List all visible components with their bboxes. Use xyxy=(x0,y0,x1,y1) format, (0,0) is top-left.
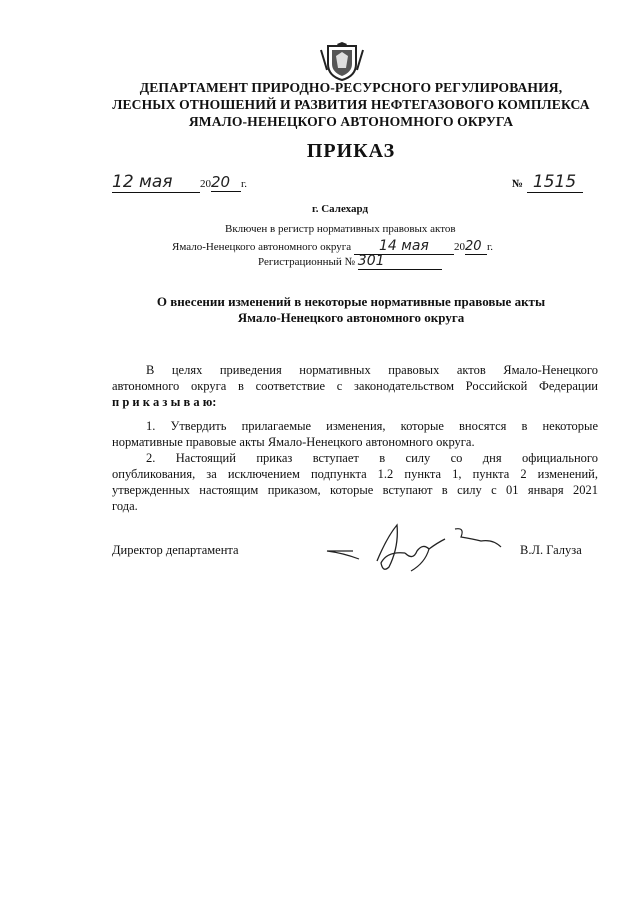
registry-year-handwritten: 20 xyxy=(465,239,487,255)
registry-year-suffix: г. xyxy=(486,241,493,253)
signature-icon xyxy=(325,517,515,577)
item1-line2: нормативные правовые акты Ямало-Ненецкого автономного округа. xyxy=(112,435,475,449)
registry-date-handwritten: 14 мая xyxy=(354,238,454,255)
order-number-handwritten: 1515 xyxy=(527,172,583,193)
city: г. Салехард xyxy=(311,203,369,215)
registry-year-century: 20 xyxy=(453,241,465,253)
item1-line1: 1. Утвердить прилагаемые изменения, которые вносятся в некоторые xyxy=(146,419,598,433)
department-name-line3: ЯМАЛО-НЕНЕЦКОГО АВТОНОМНОГО ОКРУГА xyxy=(188,114,514,129)
order-date-year-handwritten: 20 xyxy=(211,173,241,192)
subject-line1: О внесении изменений в некоторые нормативные правовые акты xyxy=(156,294,546,309)
order-date xyxy=(112,172,247,193)
subject-line2: Ямало-Ненецкого автономного округа xyxy=(237,310,465,325)
coat-of-arms-emblem xyxy=(318,42,366,82)
registry-number xyxy=(258,253,442,270)
item2-line4: года. xyxy=(112,499,138,513)
signatory-position: Директор департамента xyxy=(112,543,239,557)
registry-number-handwritten: 301 xyxy=(358,253,442,270)
order-number-label: № xyxy=(512,178,524,190)
signatory-name: В.Л. Галуза xyxy=(520,543,582,557)
registry-region: Ямало-Ненецкого автономного округа xyxy=(172,241,352,253)
coat-of-arms-icon xyxy=(318,42,366,82)
item2-line3: утвержденных настоящим приказом, которые вступают в силу с 01 января 2021 xyxy=(112,483,598,497)
department-name-line2: ЛЕСНЫХ ОТНОШЕНИЙ И РАЗВИТИЯ НЕФТЕГАЗОВОГО КОМПЛЕКСА xyxy=(112,97,590,112)
registry-number-label: Регистрационный № xyxy=(258,256,356,268)
registry-line1: Включен в регистр нормативных правовых актов xyxy=(225,223,456,235)
order-date-suffix: г. xyxy=(241,178,248,190)
department-name-line1: ДЕПАРТАМЕНТ ПРИРОДНО-РЕСУРСНОГО РЕГУЛИРОВАНИЯ, xyxy=(139,80,563,95)
order-date-century: 20 xyxy=(200,178,211,190)
handwritten-signature xyxy=(325,517,515,577)
item2-line2: опубликования, за исключением подпункта 1.2 пункта 1, пункта 2 изменений, xyxy=(112,467,598,481)
preamble-order: п р и к а з ы в а ю: xyxy=(112,395,217,409)
order-date-handwritten: 12 мая xyxy=(112,172,200,193)
item2-line1: 2. Настоящий приказ вступает в силу со дня официального xyxy=(146,451,598,465)
order-number xyxy=(512,172,583,193)
preamble-line1: В целях приведения нормативных правовых актов Ямало-Ненецкого xyxy=(146,363,598,377)
document-title: ПРИКАЗ xyxy=(306,140,396,162)
preamble-line2: автономного округа в соответствие с законодательством Российской Федерации xyxy=(112,379,598,393)
